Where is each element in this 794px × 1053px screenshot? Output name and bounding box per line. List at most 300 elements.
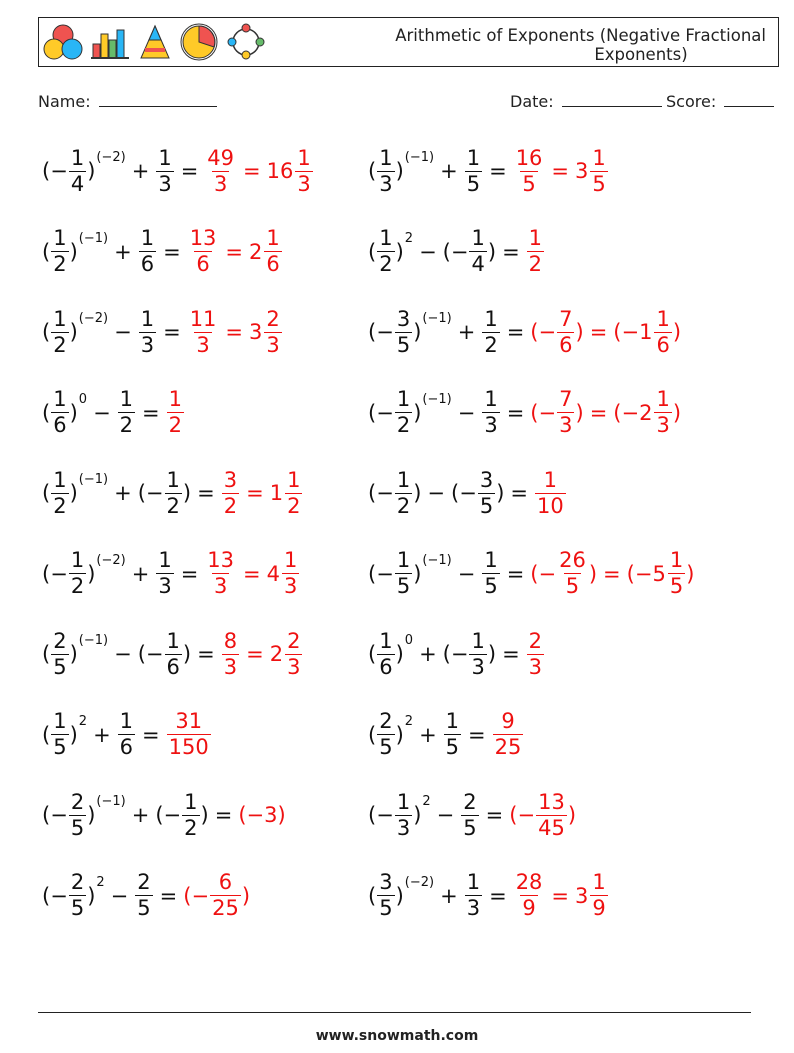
exponent: 2 [422, 794, 431, 809]
paren: ( [368, 561, 377, 586]
denominator: 2 [396, 493, 411, 518]
exponent: 2 [404, 230, 414, 246]
answer-paren: ) [672, 320, 682, 344]
answer-mixed-number [249, 308, 283, 356]
paren: ( [442, 239, 451, 264]
denominator: 3 [158, 574, 172, 598]
sign: − [191, 883, 210, 908]
fraction-stack [465, 147, 482, 195]
problem-6 [368, 297, 681, 367]
footer-url: www.snowmath.com [315, 1028, 479, 1044]
fraction [376, 871, 395, 919]
whole-part: −1 [621, 320, 653, 344]
people-cycle-icon [225, 22, 267, 62]
fraction-stack [51, 308, 68, 356]
whole-part: −5 [634, 561, 666, 586]
denominator: 3 [466, 896, 481, 920]
fraction-stack [590, 871, 607, 919]
fraction [50, 227, 69, 275]
exponent: 0 [404, 633, 414, 648]
denominator: 2 [168, 413, 183, 437]
fraction [376, 549, 413, 597]
denominator: 25 [212, 896, 239, 920]
paren: ) [395, 239, 404, 264]
paren: ) [87, 803, 96, 827]
fraction-stack [51, 630, 68, 678]
worksheet-header [38, 17, 779, 67]
denominator: 5 [592, 171, 606, 196]
operator: = [159, 883, 178, 908]
denominator: 10 [537, 493, 564, 518]
problem-15 [42, 700, 212, 770]
problem-14 [368, 619, 545, 689]
exponent: (−1) [404, 150, 435, 165]
operator: − [436, 803, 455, 827]
paren: ( [42, 803, 51, 827]
numerator: 1 [284, 548, 298, 573]
paren: ) [413, 400, 422, 425]
paren: ( [368, 159, 377, 183]
whole-part: 4 [266, 561, 281, 586]
numerator: 1 [484, 387, 498, 412]
sign: − [538, 320, 557, 344]
denominator: 3 [284, 574, 298, 598]
sign: − [50, 883, 68, 908]
denominator: 5 [565, 574, 580, 598]
denominator: 5 [484, 574, 498, 598]
fraction [50, 630, 69, 678]
exponent: (−1) [78, 230, 109, 246]
problem-10 [368, 458, 567, 528]
numerator: 28 [515, 870, 543, 895]
sign: − [145, 481, 164, 505]
problem-8 [368, 378, 681, 448]
answer-equals: = [243, 561, 261, 586]
answer-paren: ) [686, 561, 695, 586]
numerator: 1 [166, 467, 180, 492]
answer-fraction [539, 388, 576, 436]
problem-3 [42, 217, 283, 287]
denominator: 4 [70, 171, 85, 196]
fraction-stack [527, 227, 544, 275]
operator: + [440, 159, 458, 183]
numerator: 2 [379, 709, 393, 734]
numerator: 1 [70, 548, 85, 573]
header-icons [43, 22, 267, 62]
denominator: 3 [528, 654, 543, 679]
numerator: 49 [207, 145, 235, 170]
fraction-stack [493, 710, 524, 758]
fraction-stack [222, 630, 239, 678]
numerator: 1 [53, 709, 67, 734]
sign: − [376, 400, 394, 425]
paren: ( [42, 481, 51, 505]
exponent: (−1) [422, 552, 452, 568]
denominator: 9 [522, 896, 536, 920]
numerator: 2 [287, 628, 301, 653]
fraction [50, 388, 69, 436]
sign: − [50, 561, 68, 586]
denominator: 2 [223, 493, 238, 518]
pie-chart-icon [179, 22, 219, 62]
fraction [155, 147, 174, 195]
answer-fraction [221, 630, 240, 678]
whole-part: 3 [575, 883, 589, 908]
fraction-stack [51, 469, 68, 517]
paren: ) [413, 561, 422, 586]
numerator: 6 [218, 870, 233, 895]
paren: ( [42, 239, 51, 264]
paren: ) [395, 159, 404, 183]
operator: = [142, 400, 160, 425]
fraction-stack [377, 147, 394, 195]
answer-fraction [526, 630, 545, 678]
date-label: Date: [510, 92, 554, 111]
exponent: 2 [78, 713, 88, 729]
fraction-stack [118, 388, 135, 436]
numerator: 1 [287, 467, 301, 492]
date-blank[interactable] [562, 92, 662, 107]
numerator: 11 [189, 306, 217, 331]
fraction-stack [222, 469, 239, 517]
denominator: 3 [484, 413, 498, 437]
answer-fraction [166, 388, 185, 436]
operator: = [163, 239, 181, 264]
numerator: 8 [223, 628, 238, 653]
numerator: 3 [379, 870, 393, 895]
fraction [376, 308, 413, 356]
operator: − [114, 642, 132, 666]
denominator: 5 [53, 735, 67, 759]
problem-16 [368, 700, 524, 770]
paren: ) [395, 883, 404, 908]
answer-paren: ) [567, 803, 577, 827]
operator: = [197, 481, 215, 505]
sign: − [145, 642, 164, 666]
paren: ) [200, 803, 209, 827]
answer-equals: = [589, 320, 608, 344]
sign: − [538, 561, 557, 586]
answer-fraction [513, 147, 546, 195]
fraction [50, 871, 87, 919]
answer-mixed-number [575, 147, 609, 195]
numerator: 3 [396, 306, 411, 331]
fraction [50, 147, 87, 195]
fraction-stack [557, 388, 574, 436]
fraction [117, 710, 136, 758]
numerator: 1 [119, 387, 134, 412]
sign: − [163, 803, 182, 827]
problem-13 [42, 619, 303, 689]
numerator: 1 [656, 306, 670, 331]
exponent: (−1) [78, 472, 109, 487]
denominator: 3 [379, 171, 393, 196]
title-line-1: Arithmetic of Exponents (Negative Fractional [395, 26, 766, 45]
answer-paren: ) [588, 561, 598, 586]
answer-mixed-number [249, 227, 283, 275]
numerator: 1 [158, 548, 172, 573]
exponent: (−1) [78, 633, 109, 648]
denominator: 6 [140, 252, 155, 276]
denominator: 3 [158, 171, 172, 196]
answer-paren: ) [241, 883, 251, 908]
problem-1 [42, 136, 314, 206]
numerator: 1 [484, 548, 498, 573]
fraction-stack [69, 549, 86, 597]
answer-equals: = [246, 481, 264, 505]
fraction-stack [469, 630, 486, 678]
score-label: Score: [666, 92, 717, 111]
numerator: 26 [559, 548, 586, 573]
numerator: 2 [70, 870, 85, 895]
denominator: 2 [53, 332, 67, 357]
numerator: 1 [471, 628, 485, 653]
paren: ( [368, 883, 377, 908]
paren: ( [451, 481, 460, 505]
exponent: (−2) [78, 311, 109, 326]
fraction [134, 871, 153, 919]
paren: ( [42, 883, 51, 908]
numerator: 3 [479, 467, 494, 492]
denominator: 5 [445, 735, 460, 759]
denominator: 5 [669, 574, 684, 598]
name-field [38, 92, 217, 111]
operator: = [510, 481, 528, 505]
paren: ( [137, 642, 146, 666]
fraction [376, 227, 395, 275]
fraction-stack [188, 308, 219, 356]
fraction-stack [478, 469, 495, 517]
whole-part: 3 [575, 159, 589, 183]
fraction-stack [167, 710, 211, 758]
answer-paren: ( [183, 883, 192, 908]
denominator: 6 [379, 654, 393, 679]
fraction [164, 791, 201, 839]
fraction [451, 227, 488, 275]
problem-19 [42, 861, 250, 931]
fraction [376, 791, 413, 839]
answer-paren: ( [509, 803, 518, 827]
whole-part: 16 [266, 159, 294, 183]
sign: − [459, 481, 477, 505]
operator: = [163, 320, 181, 344]
exponent: (−1) [422, 391, 452, 407]
operator: + [131, 159, 150, 183]
answer-equals: = [589, 400, 608, 425]
answer-fraction [166, 710, 212, 758]
numerator: 1 [70, 145, 85, 170]
answer-equals: = [225, 320, 244, 344]
bar-chart-icon [89, 22, 131, 62]
denominator: 5 [379, 896, 393, 920]
answer-fraction [187, 227, 220, 275]
fraction-stack [118, 710, 135, 758]
fraction-stack [264, 308, 281, 356]
fraction [464, 147, 483, 195]
fraction-stack [264, 227, 281, 275]
answer-paren: ( [530, 400, 539, 425]
answer-paren: ( [626, 561, 635, 586]
answer-fraction [517, 791, 567, 839]
numerator: 9 [501, 709, 515, 734]
paren: ) [69, 642, 78, 666]
fraction [117, 388, 136, 436]
fraction-stack [461, 791, 478, 839]
operator: = [489, 883, 507, 908]
denominator: 2 [70, 574, 85, 598]
answer-mixed-number [635, 549, 686, 597]
fraction-stack [514, 871, 545, 919]
denominator: 6 [559, 332, 573, 357]
answer-mixed-number [575, 871, 609, 919]
paren: ( [368, 239, 377, 264]
answer-fraction [187, 308, 220, 356]
paren: ) [69, 722, 78, 747]
numerator: 1 [168, 387, 183, 412]
paren: ( [42, 159, 51, 183]
fraction-stack [482, 308, 499, 356]
paren: ) [87, 159, 96, 183]
paren: ( [442, 642, 451, 666]
denominator: 2 [166, 493, 180, 518]
operator: = [180, 561, 199, 586]
denominator: 9 [592, 896, 606, 920]
operator: = [506, 400, 525, 425]
numerator: 1 [528, 226, 543, 251]
operator: + [457, 320, 476, 344]
title-line-2: Exponents) [594, 45, 688, 64]
operator: + [131, 803, 150, 827]
denominator: 3 [297, 171, 311, 196]
sign: − [376, 320, 394, 344]
numerator: 1 [471, 226, 485, 251]
denominator: 4 [471, 252, 485, 276]
answer-equals: = [603, 561, 621, 586]
fraction-stack [69, 147, 86, 195]
answer-equals: = [243, 159, 261, 183]
score-blank[interactable] [724, 92, 774, 107]
problem-7 [42, 378, 185, 448]
paren: ) [87, 883, 96, 908]
fraction-stack [205, 147, 236, 195]
paren: ) [487, 642, 497, 666]
answer-mixed-number [267, 549, 301, 597]
answer-fraction [191, 871, 241, 919]
fraction-stack [668, 549, 685, 597]
exponent: (−1) [96, 794, 126, 809]
answer-paren: ) [575, 400, 584, 425]
answer-paren: ) [672, 400, 682, 425]
paren: ) [87, 561, 96, 586]
fraction-stack [557, 549, 588, 597]
numerator: 1 [592, 145, 606, 170]
problem-17 [42, 780, 286, 850]
fraction [464, 871, 483, 919]
operator: = [180, 159, 199, 183]
denominator: 5 [479, 493, 494, 518]
answer-fraction [513, 871, 546, 919]
numerator: 2 [528, 628, 543, 653]
pyramid-icon [137, 22, 173, 62]
problem-9 [42, 458, 303, 528]
score-field [666, 92, 774, 111]
operator: = [502, 642, 520, 666]
problem-12 [368, 539, 694, 609]
paren: ) [413, 481, 422, 505]
numerator: 2 [137, 870, 151, 895]
paren: ) [182, 481, 192, 505]
denominator: 2 [53, 252, 67, 276]
operator: + [93, 722, 111, 747]
problem-4 [368, 217, 545, 287]
exponent: (−1) [422, 311, 452, 326]
operator: + [114, 481, 132, 505]
denominator: 5 [396, 332, 411, 357]
operator: − [419, 239, 437, 264]
problem-18 [368, 780, 576, 850]
numerator: 1 [445, 709, 460, 734]
answer-fraction [204, 147, 237, 195]
fraction [138, 227, 157, 275]
fraction-stack [377, 871, 394, 919]
fraction [459, 469, 496, 517]
numerator: 1 [396, 789, 411, 814]
paren: ) [182, 642, 192, 666]
operator: + [114, 239, 132, 264]
fraction-stack [135, 871, 152, 919]
operator: = [506, 561, 525, 586]
paren: ( [42, 320, 51, 344]
fraction-stack [51, 710, 68, 758]
denominator: 3 [287, 654, 301, 679]
denominator: 5 [463, 815, 477, 840]
operator: = [142, 722, 160, 747]
whole-part: 3 [249, 320, 263, 344]
fraction [50, 549, 87, 597]
numerator: 2 [70, 789, 85, 814]
sign: − [376, 803, 394, 827]
name-blank[interactable] [99, 92, 217, 107]
fraction-stack [139, 227, 156, 275]
denominator: 5 [396, 574, 411, 598]
sign: − [376, 561, 394, 586]
fraction-stack [557, 308, 574, 356]
operator: − [93, 400, 111, 425]
denominator: 5 [466, 171, 481, 196]
numerator: 31 [175, 709, 203, 734]
denominator: 6 [656, 332, 670, 357]
numerator: 1 [466, 145, 481, 170]
paren: ) [69, 400, 78, 425]
fraction [451, 630, 488, 678]
sign: − [50, 159, 68, 183]
answer-fraction [534, 469, 567, 517]
fraction [376, 469, 413, 517]
problem-2 [368, 136, 609, 206]
paren: ) [69, 481, 78, 505]
numerator: 1 [396, 387, 411, 412]
whole-part: −2 [621, 400, 653, 425]
denominator: 3 [559, 413, 573, 437]
numerator: 1 [379, 628, 393, 653]
denominator: 3 [213, 171, 228, 196]
fraction-stack [482, 388, 499, 436]
numerator: 1 [140, 226, 155, 251]
sign: − [517, 803, 536, 827]
paren: ( [368, 642, 377, 666]
answer-equals: = [551, 159, 570, 183]
numerator: 1 [379, 145, 393, 170]
